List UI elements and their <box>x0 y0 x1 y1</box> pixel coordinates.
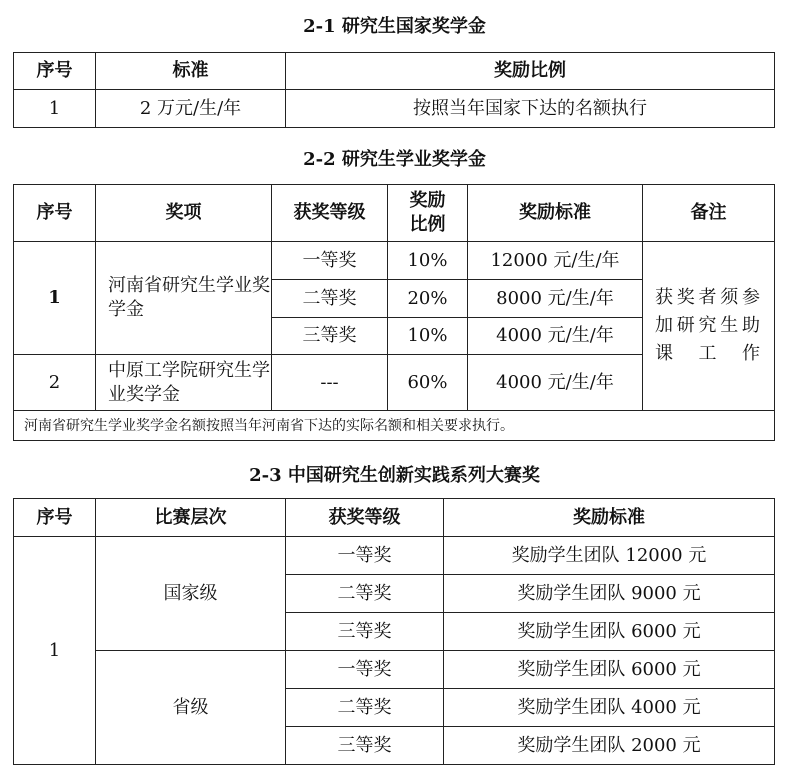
academic-scholarship-table <box>13 184 775 441</box>
cell-ratio: 10% <box>388 242 468 280</box>
cell-level: 三等奖 <box>272 318 388 355</box>
cell-remark: 获奖者须参加研究生助课工作 <box>643 242 775 411</box>
cell-standard: 12000 元/生/年 <box>468 242 643 280</box>
cell-seq: 1 <box>14 90 96 128</box>
header-remark: 备注 <box>643 185 775 242</box>
header-level: 获奖等级 <box>272 185 388 242</box>
cell-standard: 奖励学生团队 4000 元 <box>444 689 775 727</box>
cell-level: 二等奖 <box>272 280 388 318</box>
cell-standard: 奖励学生团队 6000 元 <box>444 651 775 689</box>
cell-level: 一等奖 <box>286 537 444 575</box>
cell-standard: 4000 元/生/年 <box>468 355 643 411</box>
cell-standard: 8000 元/生/年 <box>468 280 643 318</box>
cell-seq: 1 <box>14 242 96 355</box>
cell-level: --- <box>272 355 388 411</box>
cell-level: 三等奖 <box>286 613 444 651</box>
header-seq: 序号 <box>14 499 96 537</box>
cell-level: 一等奖 <box>286 651 444 689</box>
cell-ratio: 按照当年国家下达的名额执行 <box>286 90 775 128</box>
header-tier: 比赛层次 <box>96 499 286 537</box>
table-2-2-title: 2-2 研究生学业奖学金 <box>303 149 486 170</box>
cell-standard: 奖励学生团队 9000 元 <box>444 575 775 613</box>
table-2-3-title: 2-3 中国研究生创新实践系列大赛奖 <box>249 465 540 486</box>
cell-ratio: 10% <box>388 318 468 355</box>
cell-tier: 省级 <box>96 651 286 765</box>
cell-seq: 1 <box>14 537 96 765</box>
header-standard: 奖励标准 <box>468 185 643 242</box>
header-seq: 序号 <box>14 53 96 90</box>
header-level: 获奖等级 <box>286 499 444 537</box>
header-seq: 序号 <box>14 185 96 242</box>
cell-level: 三等奖 <box>286 727 444 765</box>
cell-standard: 2 万元/生/年 <box>96 90 286 128</box>
header-standard: 标准 <box>96 53 286 90</box>
cell-level: 一等奖 <box>272 242 388 280</box>
header-ratio: 奖励比例 <box>388 185 468 242</box>
header-standard: 奖励标准 <box>444 499 775 537</box>
header-ratio: 奖励比例 <box>286 53 775 90</box>
table-note: 河南省研究生学业奖学金名额按照当年河南省下达的实际名额和相关要求执行。 <box>14 411 775 441</box>
cell-level: 二等奖 <box>286 575 444 613</box>
cell-ratio: 60% <box>388 355 468 411</box>
cell-standard: 4000 元/生/年 <box>468 318 643 355</box>
cell-standard: 奖励学生团队 6000 元 <box>444 613 775 651</box>
cell-standard: 奖励学生团队 2000 元 <box>444 727 775 765</box>
competition-award-table <box>13 498 775 765</box>
cell-seq: 2 <box>14 355 96 411</box>
cell-standard: 奖励学生团队 12000 元 <box>444 537 775 575</box>
cell-award-name: 中原工学院研究生学业奖学金 <box>96 355 272 411</box>
header-award: 奖项 <box>96 185 272 242</box>
cell-ratio: 20% <box>388 280 468 318</box>
cell-award-name: 河南省研究生学业奖学金 <box>96 242 272 355</box>
table-2-1-title: 2-1 研究生国家奖学金 <box>303 16 486 37</box>
cell-tier: 国家级 <box>96 537 286 651</box>
cell-level: 二等奖 <box>286 689 444 727</box>
national-scholarship-table <box>13 52 775 128</box>
